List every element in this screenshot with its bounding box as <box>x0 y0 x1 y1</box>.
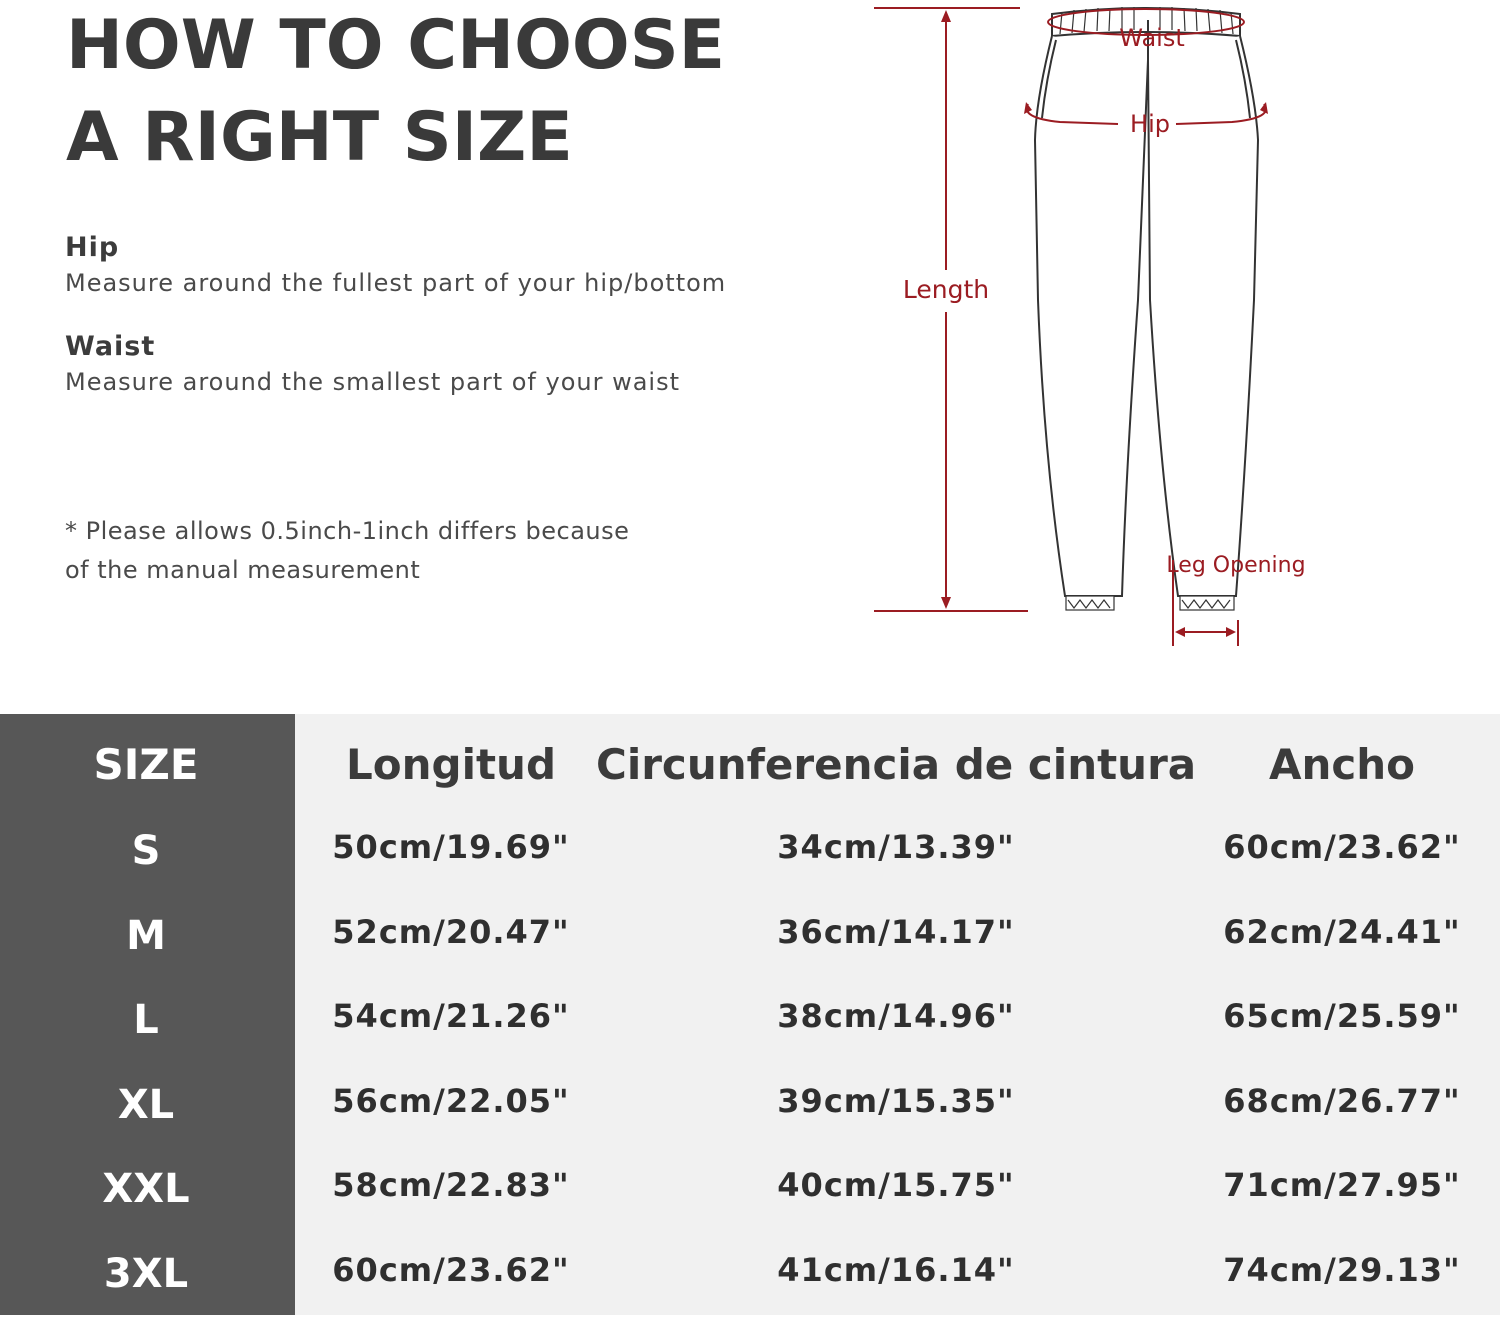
size-chart-table <box>0 714 1500 1315</box>
waist-guide <box>65 331 680 396</box>
note-line-2: of the manual measurement <box>65 556 421 584</box>
cuff-ribbing <box>1066 596 1234 610</box>
waist-label: Waist <box>1119 24 1185 52</box>
hip-label: Hip <box>1130 110 1170 138</box>
header-circunferencia-de-cintura: Circunferencia de cintura <box>596 740 1197 789</box>
measurement-longitud: 52cm/20.47" <box>332 912 570 951</box>
measurement-ancho: 68cm/26.77" <box>1223 1081 1461 1120</box>
page-title <box>66 0 725 184</box>
waist-instructions: Measure around the smallest part of your waist <box>65 368 681 396</box>
header-longitud: Longitud <box>345 740 557 789</box>
hip-guide <box>65 232 726 297</box>
measurement-longitud: 58cm/22.83" <box>332 1166 570 1205</box>
measurement-ancho: 74cm/29.13" <box>1223 1251 1461 1289</box>
title-line-1: HOW TO CHOOSE <box>66 6 726 85</box>
measurement-ancho: 65cm/25.59" <box>1223 997 1461 1036</box>
waist-heading: Waist <box>65 331 156 362</box>
measurement-note <box>65 512 629 590</box>
measurement-longitud: 50cm/19.69" <box>332 828 570 866</box>
measurement-ancho: 62cm/24.41" <box>1223 912 1461 951</box>
hip-heading: Hip <box>65 232 120 263</box>
measurement-cintura: 39cm/15.35" <box>777 1081 1015 1120</box>
measurement-cintura: 38cm/14.96" <box>777 997 1015 1036</box>
size-label: 3XL <box>103 1251 189 1297</box>
length-dimension <box>874 8 1028 611</box>
measurement-ancho: 60cm/23.62" <box>1223 828 1461 866</box>
measurement-ancho: 71cm/27.95" <box>1223 1166 1461 1205</box>
size-label: XXL <box>102 1166 190 1213</box>
size-label: XL <box>117 1081 175 1128</box>
measurement-cintura: 36cm/14.17" <box>777 912 1015 951</box>
length-label: Length <box>902 275 990 304</box>
pants-measurement-diagram <box>860 0 1320 660</box>
header-size: SIZE <box>93 740 199 789</box>
size-label: S <box>131 828 161 874</box>
header-ancho: Ancho <box>1268 740 1416 789</box>
measurement-longitud: 54cm/21.26" <box>332 997 570 1036</box>
size-label: M <box>126 912 166 959</box>
note-line-1: * Please allows 0.5inch-1inch differs because <box>65 517 630 545</box>
leg-opening-label: Leg Opening <box>1166 553 1306 578</box>
measurement-longitud: 60cm/23.62" <box>332 1251 570 1289</box>
measurement-longitud: 56cm/22.05" <box>332 1081 570 1120</box>
size-label: L <box>133 997 159 1044</box>
measurement-cintura: 34cm/13.39" <box>777 828 1015 866</box>
title-line-2: A RIGHT SIZE <box>66 98 573 177</box>
pants-outline <box>1035 8 1258 596</box>
measurement-cintura: 40cm/15.75" <box>777 1166 1015 1205</box>
hip-instructions: Measure around the fullest part of your hip/bottom <box>65 269 727 297</box>
measurement-cintura: 41cm/16.14" <box>777 1251 1015 1289</box>
